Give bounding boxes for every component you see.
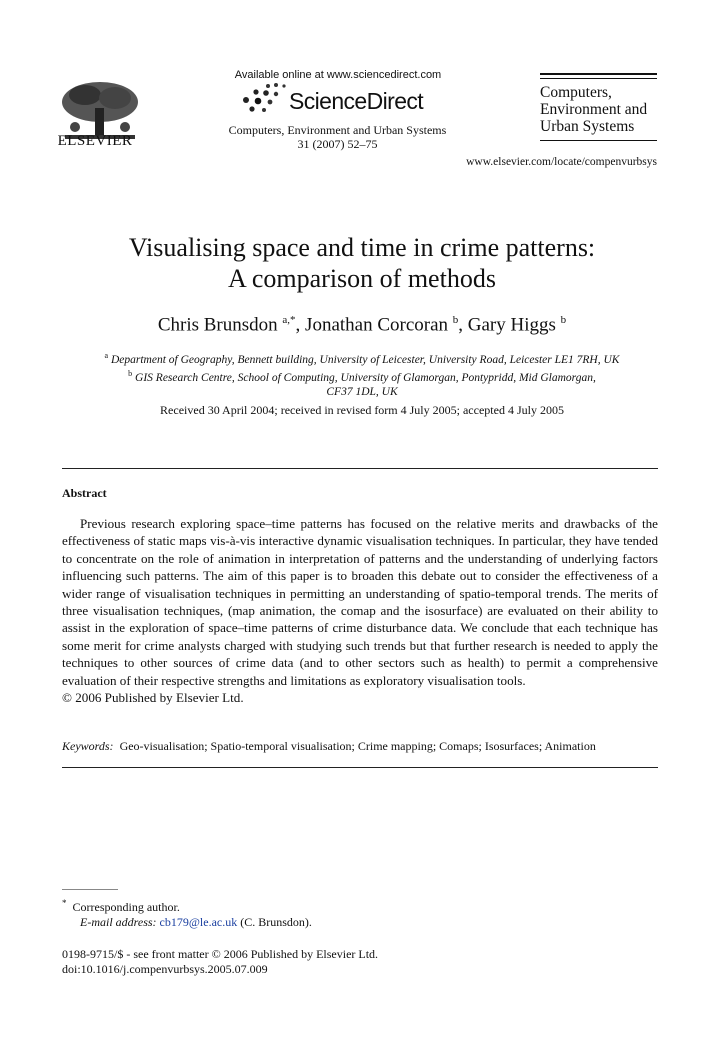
author-name[interactable]: Gary Higgs <box>467 314 556 336</box>
volume-pages: 31 (2007) 52–75 <box>297 137 378 151</box>
affiliations <box>60 349 664 399</box>
affiliation-a: $^a$ Department of Geography, Bennett building, University of Leicester, University Road, Leicester LE1 7RH, UK <box>104 351 620 366</box>
journal-name: Computers, Environment and Urban Systems <box>228 123 447 137</box>
available-online[interactable]: Available online at www.sciencedirect.com <box>234 69 442 81</box>
affiliation-b-line2: CF37 1DL, UK <box>326 385 398 398</box>
publisher-name: ELSEVIER <box>57 133 133 149</box>
sciencedirect-dots-icon <box>240 82 290 116</box>
abstract-bottom-rule <box>62 767 658 768</box>
front-matter <box>62 947 378 977</box>
abstract-body <box>62 515 658 706</box>
footnote-mark: * <box>62 898 67 908</box>
footnote-rule <box>62 889 118 890</box>
email-link[interactable]: cb179@le.ac.uk <box>159 915 238 929</box>
abstract-heading: Abstract <box>62 486 107 500</box>
issn-line: 0198-9715/$ - see front matter © 2006 Published by Elsevier Ltd. <box>62 947 379 961</box>
doi-line[interactable]: doi:10.1016/j.compenvurbsys.2005.07.009 <box>62 962 268 976</box>
journal-box-title: Computers, Environment and Urban Systems <box>540 84 648 135</box>
keywords <box>62 739 682 754</box>
author-affil-mark: b <box>560 314 567 326</box>
author-name[interactable]: Jonathan Corcoran <box>305 314 449 336</box>
author-affil-mark: a,* <box>282 314 296 326</box>
sciencedirect-wordmark: ScienceDirect <box>289 88 424 114</box>
abstract-copyright: © 2006 Published by Elsevier Ltd. <box>62 690 244 706</box>
corresponding-footnote: * Corresponding author. E-mail address: cb179@le.ac.uk (C. Brunsdon). <box>62 898 312 929</box>
journal-cover-box <box>540 73 657 141</box>
author-name[interactable]: Chris Brunsdon <box>157 314 278 336</box>
keywords-label: Keywords: <box>62 739 114 753</box>
article-title: Visualising space and time in crime patterns: A comparison of methods <box>128 233 596 293</box>
journal-box-top-rule <box>540 73 657 75</box>
journal-box-bottom-rule <box>540 140 657 141</box>
keywords-list: Geo-visualisation; Spatio-temporal visualisation; Crime mapping; Comaps; Isosurfaces; Animation <box>119 739 596 753</box>
author-affil-mark: b <box>452 314 459 326</box>
received-dates: Received 30 April 2004; received in revised form 4 July 2005; accepted 4 July 2005 <box>160 403 564 417</box>
abstract-top-rule <box>62 468 658 469</box>
affiliation-b: $^b$ GIS Research Centre, School of Computing, University of Glamorgan, Pontypridd, Mid Glamorgan, <box>128 368 596 384</box>
author-list: Chris Brunsdon $^{a,*}$, Jonathan Corcoran $^b$, Gary Higgs $^b$ <box>157 314 567 336</box>
journal-homepage-link[interactable]: www.elsevier.com/locate/compenvurbsys <box>466 156 657 168</box>
abstract-paragraph: Previous research exploring space–time patterns has focused on the relative merits and drawbacks of the effectiveness of static maps vis-à-vis interactive dynamic visualisation techniques. In particular, they have tended to concentrate on the role of animation in interpretation of patterns and the understanding of underlying factors influencing such patterns. The aim of this paper is to broaden this debate out to consider the effectiveness of a wider range of visualisation techniques in permitting an understanding of spatio-temporal trends. The merits of three visualisation techniques, (map animation, the comap and the isosurface) are evaluated on their ability to assist in the exploration of space–time patterns of crime disturbance data. We conclude that each technique has some merit for crime analysts charged with studying such trends but that further research is needed to apply the techniques to other sources of crime data (and to other sectors such as health) to permit a comprehensive evaluation of their respective strengths and limitations as exploratory visualisation tools. <box>62 516 658 688</box>
